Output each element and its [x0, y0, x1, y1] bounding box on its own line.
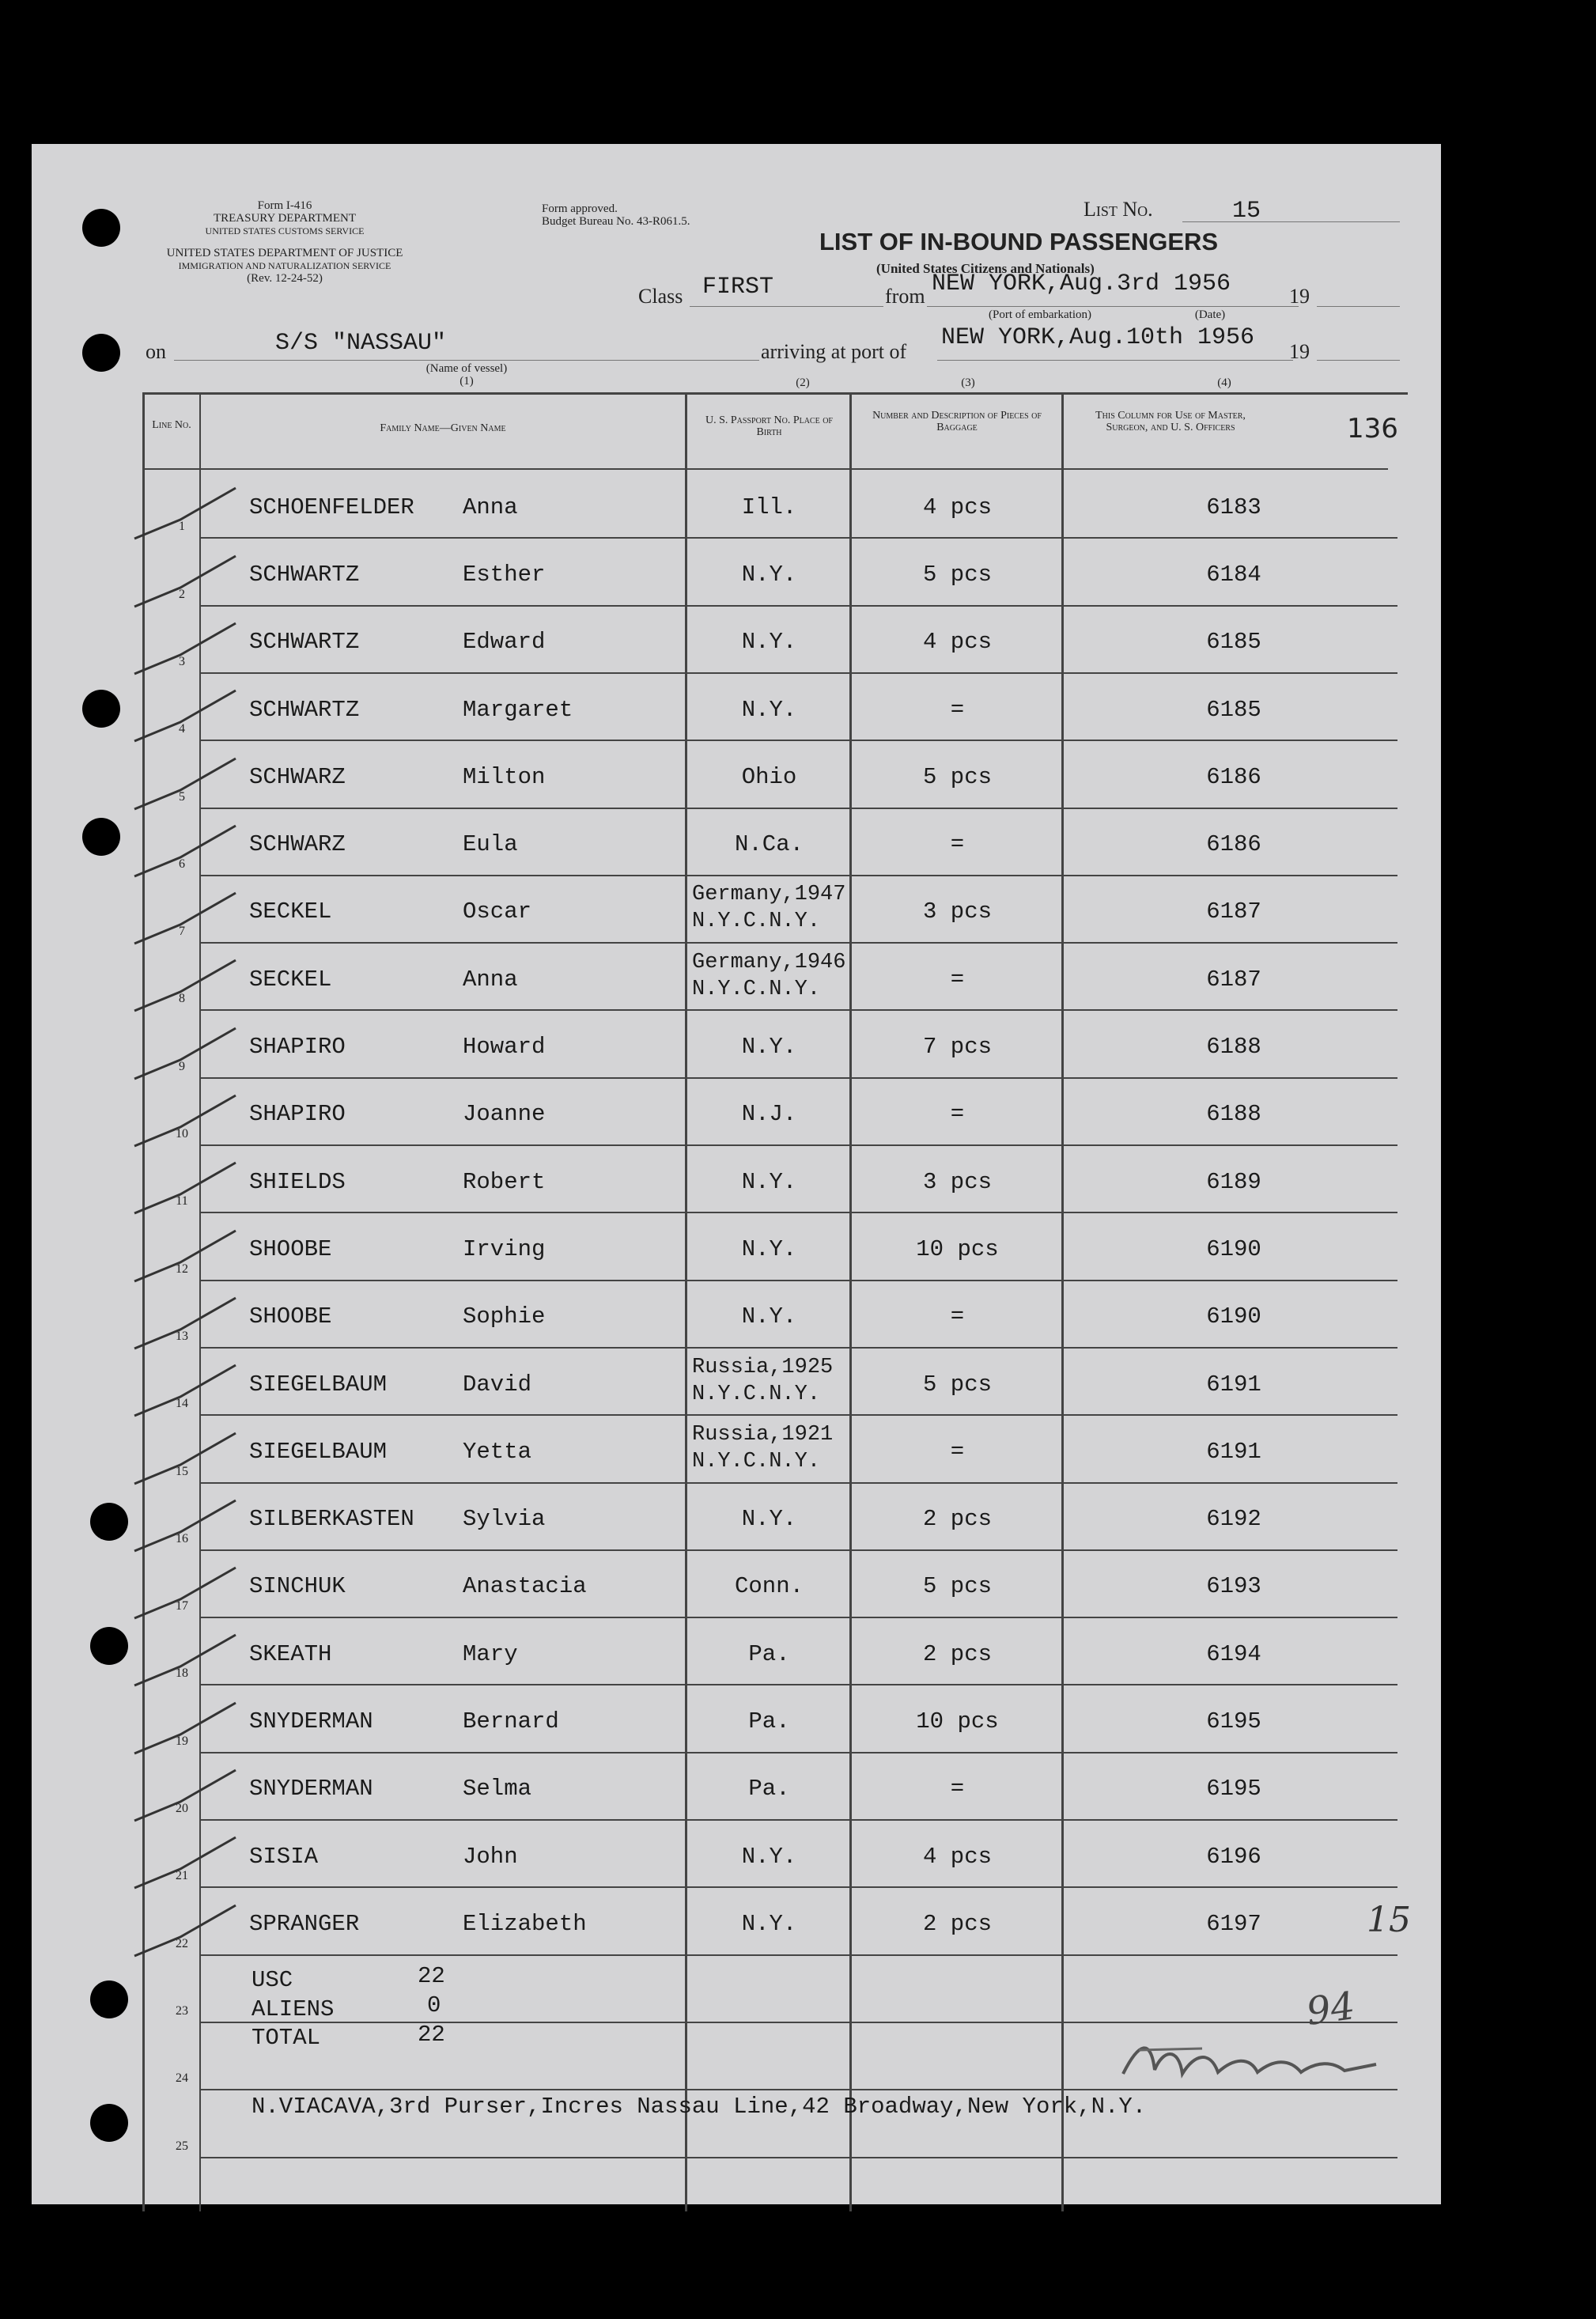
check-mark-icon [133, 482, 244, 545]
family-name: SCHOENFELDER [249, 494, 414, 520]
line-number: 12 [176, 1262, 188, 1276]
check-mark-icon [133, 1292, 244, 1355]
class-label: Class [638, 285, 683, 308]
class-value: FIRST [702, 274, 774, 301]
check-mark-icon [133, 1899, 244, 1962]
line-number: 14 [176, 1397, 188, 1410]
row-divider [199, 1684, 1397, 1685]
officer-number: 6191 [1206, 1371, 1261, 1398]
family-name: SILBERKASTEN [249, 1506, 414, 1532]
family-name: SECKEL [249, 967, 332, 993]
given-name: Bernard [463, 1708, 559, 1735]
column-number-4: (4) [1217, 376, 1231, 389]
given-name: Edward [463, 629, 546, 655]
page-number: 136 [1347, 413, 1398, 445]
year-prefix-2: 19 [1289, 340, 1310, 363]
row-divider [199, 942, 1397, 944]
margin-list-number: 15 [1367, 1900, 1411, 1940]
list-number: 15 [1232, 198, 1261, 225]
column-number-2: (2) [796, 376, 810, 389]
col-header-line-no: Line No. [152, 419, 191, 431]
birth-place: Conn. [734, 1573, 804, 1599]
col-header-passport: U. S. Passport No. Place of Birth [705, 414, 833, 438]
header-bottom-rule [142, 468, 1388, 470]
given-name: Irving [463, 1236, 546, 1262]
row-divider [199, 1954, 1397, 1956]
given-name: Selma [463, 1776, 532, 1802]
officer-number: 6196 [1206, 1844, 1261, 1870]
line-number: 1 [179, 520, 185, 533]
line-number: 19 [176, 1735, 188, 1748]
birth-place: N.Y. [741, 1844, 797, 1870]
embarkation-value: NEW YORK,Aug.3rd 1956 [932, 270, 1231, 297]
birth-place: N.Y. [741, 629, 797, 655]
on-label: on [146, 340, 166, 363]
family-name: SCHWARZ [249, 764, 346, 790]
row-divider [199, 808, 1397, 809]
baggage-count: = [950, 967, 965, 993]
baggage-count: 3 pcs [922, 898, 992, 925]
family-name: SHAPIRO [249, 1034, 346, 1060]
total-count: 22 [418, 2022, 445, 2048]
col-header-baggage: Number and Description of Pieces of Baggage [872, 410, 1042, 433]
row-divider [199, 2157, 1397, 2158]
birth-place: N.Y. [741, 1506, 797, 1532]
punch-hole [90, 2104, 128, 2142]
given-name: Anna [463, 494, 518, 520]
line-number: 24 [176, 2071, 188, 2085]
given-name: Yetta [463, 1439, 532, 1465]
line-number: 22 [176, 1937, 188, 1950]
form-number: Form I-416 [257, 199, 312, 212]
birth-place: N.Y. [741, 562, 797, 588]
total-label: TOTAL [252, 2025, 321, 2051]
family-name: SIEGELBAUM [249, 1371, 388, 1398]
column-number-1: (1) [460, 375, 474, 388]
birth-place: Germany,1946 [692, 951, 846, 974]
line-number: 16 [176, 1532, 188, 1545]
line-number: 3 [179, 655, 185, 668]
given-name: Oscar [463, 898, 532, 925]
birth-place: Russia,1921 [692, 1423, 834, 1447]
baggage-count: 2 pcs [922, 1506, 992, 1532]
birth-place: N.J. [741, 1101, 797, 1127]
baggage-count: 5 pcs [922, 1371, 992, 1398]
birth-place: Germany,1947 [692, 883, 846, 906]
given-name: Joanne [463, 1101, 546, 1127]
row-divider [199, 1617, 1397, 1618]
officer-number: 6188 [1206, 1101, 1261, 1127]
officer-number: 6190 [1206, 1236, 1261, 1262]
row-divider [199, 2022, 1397, 2023]
family-name: SCHWARTZ [249, 562, 360, 588]
baggage-count: 5 pcs [922, 562, 992, 588]
line-number: 9 [179, 1060, 185, 1073]
row-divider [199, 1009, 1397, 1011]
check-mark-icon [133, 887, 244, 950]
officer-number: 6186 [1206, 764, 1261, 790]
baggage-count: 4 pcs [922, 1844, 992, 1870]
birth-place: N.Y. [741, 1911, 797, 1937]
baggage-count: = [950, 1776, 965, 1802]
row-divider [199, 1280, 1397, 1281]
line-number: 6 [179, 857, 185, 871]
baggage-count: = [950, 1101, 965, 1127]
line-number: 2 [179, 588, 185, 601]
given-name: John [463, 1844, 518, 1870]
line-number: 5 [179, 790, 185, 804]
birth-place: Pa. [748, 1776, 790, 1802]
punch-hole [90, 1980, 128, 2018]
birth-place: N.Y. [741, 697, 797, 723]
line-number: 20 [176, 1802, 188, 1815]
officer-number: 6186 [1206, 831, 1261, 857]
treasury-department: TREASURY DEPARTMENT [213, 212, 357, 225]
family-name: SINCHUK [249, 1573, 346, 1599]
date-caption: (Date) [1194, 308, 1226, 321]
revision-date: (Rev. 12-24-52) [247, 272, 323, 285]
given-name: Howard [463, 1034, 546, 1060]
check-mark-icon [133, 954, 244, 1017]
officer-number: 6187 [1206, 967, 1261, 993]
baggage-count: 4 pcs [922, 629, 992, 655]
aliens-count: 0 [427, 1992, 441, 2018]
row-divider [199, 1752, 1397, 1753]
document-page [32, 144, 1441, 2204]
check-mark-icon [133, 617, 244, 680]
punch-hole [82, 690, 120, 728]
arriving-label: arriving at port of [761, 340, 907, 363]
officer-number: 6195 [1206, 1776, 1261, 1802]
birth-place: Pa. [748, 1641, 790, 1667]
vessel-name: S/S "NASSAU" [275, 330, 447, 357]
row-divider [199, 1144, 1397, 1146]
officer-number: 6184 [1206, 562, 1261, 588]
punch-hole [82, 334, 120, 372]
check-mark-icon [133, 684, 244, 747]
justice-department: UNITED STATES DEPARTMENT OF JUSTICE [166, 247, 403, 259]
check-mark-icon [133, 752, 244, 815]
row-divider [199, 875, 1397, 876]
check-mark-icon [133, 1427, 244, 1490]
given-name: Anastacia [463, 1573, 587, 1599]
customs-service: UNITED STATES CUSTOMS SERVICE [205, 225, 365, 236]
given-name: Esther [463, 562, 546, 588]
from-label: from [885, 285, 925, 308]
row-divider [199, 1347, 1397, 1349]
form-approved: Form approved. [542, 202, 618, 215]
page-title: LIST OF IN-BOUND PASSENGERS [819, 228, 1219, 255]
check-mark-icon [133, 1022, 244, 1085]
given-name: Milton [463, 764, 546, 790]
given-name: Sylvia [463, 1506, 546, 1532]
birth-city: N.Y.C.N.Y. [692, 910, 821, 933]
given-name: Eula [463, 831, 518, 857]
baggage-count: 5 pcs [922, 1573, 992, 1599]
baggage-count: 4 pcs [922, 494, 992, 520]
birth-place: Pa. [748, 1708, 790, 1735]
birth-place: Ohio [741, 764, 797, 790]
officer-number: 6195 [1206, 1708, 1261, 1735]
check-mark-icon [133, 1359, 244, 1422]
officer-number: 6197 [1206, 1911, 1261, 1937]
birth-city: N.Y.C.N.Y. [692, 978, 821, 1001]
family-name: SHAPIRO [249, 1101, 346, 1127]
officer-signature [1107, 2026, 1408, 2098]
officer-number: 6191 [1206, 1439, 1261, 1465]
row-divider [199, 740, 1397, 741]
baggage-count: 3 pcs [922, 1169, 992, 1195]
family-name: SHOOBE [249, 1236, 332, 1262]
row-divider [199, 1549, 1397, 1551]
embarkation-caption: (Port of embarkation) [989, 308, 1091, 321]
baggage-count: = [950, 1303, 965, 1330]
officer-number: 6185 [1206, 697, 1261, 723]
family-name: SHOOBE [249, 1303, 332, 1330]
list-no-label: List No. [1084, 198, 1153, 221]
row-divider [199, 1077, 1397, 1079]
col-header-officer: This Column for Use of Master, Surgeon, and U. S. Officers [1095, 410, 1246, 433]
officer-number: 6193 [1206, 1573, 1261, 1599]
officer-number: 6192 [1206, 1506, 1261, 1532]
arrival-value: NEW YORK,Aug.10th 1956 [941, 324, 1255, 351]
line-number: 10 [176, 1127, 188, 1141]
handwritten-note: 94 [1303, 1984, 1358, 2034]
line-number: 13 [176, 1330, 188, 1343]
punch-hole [90, 1627, 128, 1665]
check-mark-icon [133, 1561, 244, 1625]
birth-place: Ill. [741, 494, 797, 520]
birth-city: N.Y.C.N.Y. [692, 1450, 821, 1473]
check-mark-icon [133, 550, 244, 613]
baggage-count: 10 pcs [916, 1236, 999, 1262]
baggage-count: = [950, 831, 965, 857]
budget-bureau-no: Budget Bureau No. 43-R061.5. [542, 215, 690, 228]
table-top-rule [142, 392, 1408, 395]
row-divider [199, 1212, 1397, 1213]
birth-place: N.Y. [741, 1169, 797, 1195]
birth-place: N.Y. [741, 1303, 797, 1330]
line-number: 8 [179, 992, 185, 1005]
officer-number: 6187 [1206, 898, 1261, 925]
check-mark-icon [133, 1156, 244, 1220]
baggage-count: 2 pcs [922, 1641, 992, 1667]
family-name: SCHWARTZ [249, 629, 360, 655]
family-name: SISIA [249, 1844, 319, 1870]
row-divider [199, 605, 1397, 607]
check-mark-icon [133, 1494, 244, 1557]
officer-number: 6189 [1206, 1169, 1261, 1195]
usc-label: USC [252, 1967, 293, 1993]
officer-number: 6190 [1206, 1303, 1261, 1330]
family-name: SCHWARTZ [249, 697, 360, 723]
aliens-label: ALIENS [252, 1996, 335, 2022]
given-name: Sophie [463, 1303, 546, 1330]
officer-number: 6183 [1206, 494, 1261, 520]
baggage-count: 5 pcs [922, 764, 992, 790]
family-name: SECKEL [249, 898, 332, 925]
check-mark-icon [133, 1764, 244, 1827]
family-name: SHIELDS [249, 1169, 346, 1195]
birth-place: Russia,1925 [692, 1356, 834, 1379]
baggage-count: = [950, 1439, 965, 1465]
punch-hole [82, 818, 120, 856]
family-name: SIEGELBAUM [249, 1439, 388, 1465]
baggage-count: = [950, 697, 965, 723]
given-name: Anna [463, 967, 518, 993]
birth-place: N.Y. [741, 1034, 797, 1060]
row-divider [199, 672, 1397, 674]
line-number: 4 [179, 722, 185, 736]
row-divider [199, 537, 1397, 539]
vessel-caption: (Name of vessel) [425, 362, 508, 375]
column-number-3: (3) [961, 376, 975, 389]
line-number: 17 [176, 1599, 188, 1613]
birth-place: N.Y. [741, 1236, 797, 1262]
family-name: SNYDERMAN [249, 1776, 373, 1802]
punch-hole [90, 1503, 128, 1541]
family-name: SNYDERMAN [249, 1708, 373, 1735]
line-number: 18 [176, 1666, 188, 1680]
check-mark-icon [133, 1089, 244, 1152]
check-mark-icon [133, 1629, 244, 1692]
page-subtitle: (United States Citizens and Nationals) [876, 261, 1095, 276]
baggage-count: 2 pcs [922, 1911, 992, 1937]
family-name: SPRANGER [249, 1911, 360, 1937]
check-mark-icon [133, 1831, 244, 1894]
check-mark-icon [133, 1697, 244, 1760]
line-number: 11 [176, 1194, 188, 1208]
row-divider [199, 1414, 1397, 1416]
baggage-count: 7 pcs [922, 1034, 992, 1060]
purser-line: N.VIACAVA,3rd Purser,Incres Nassau Line,42 Broadway,New York,N.Y. [252, 2094, 1147, 2120]
officer-number: 6194 [1206, 1641, 1261, 1667]
given-name: Elizabeth [463, 1911, 587, 1937]
col-header-name: Family Name—Given Name [380, 422, 506, 434]
line-number: 25 [176, 2139, 188, 2153]
year-prefix: 19 [1289, 285, 1310, 308]
given-name: David [463, 1371, 532, 1398]
family-name: SCHWARZ [249, 831, 346, 857]
given-name: Robert [463, 1169, 546, 1195]
line-number: 21 [176, 1869, 188, 1882]
birth-place: N.Ca. [734, 831, 804, 857]
baggage-count: 10 pcs [916, 1708, 999, 1735]
punch-hole [82, 209, 120, 247]
immigration-service: IMMIGRATION AND NATURALIZATION SERVICE [178, 260, 391, 271]
line-number: 23 [176, 2004, 188, 2018]
family-name: SKEATH [249, 1641, 332, 1667]
officer-number: 6185 [1206, 629, 1261, 655]
row-divider [199, 1819, 1397, 1821]
given-name: Mary [463, 1641, 518, 1667]
check-mark-icon [133, 819, 244, 883]
row-divider [199, 1886, 1397, 1888]
check-mark-icon [133, 1224, 244, 1288]
given-name: Margaret [463, 697, 573, 723]
birth-city: N.Y.C.N.Y. [692, 1383, 821, 1406]
usc-count: 22 [418, 1963, 445, 1989]
line-number: 15 [176, 1465, 188, 1478]
officer-number: 6188 [1206, 1034, 1261, 1060]
line-number: 7 [179, 925, 185, 938]
row-divider [199, 1482, 1397, 1484]
